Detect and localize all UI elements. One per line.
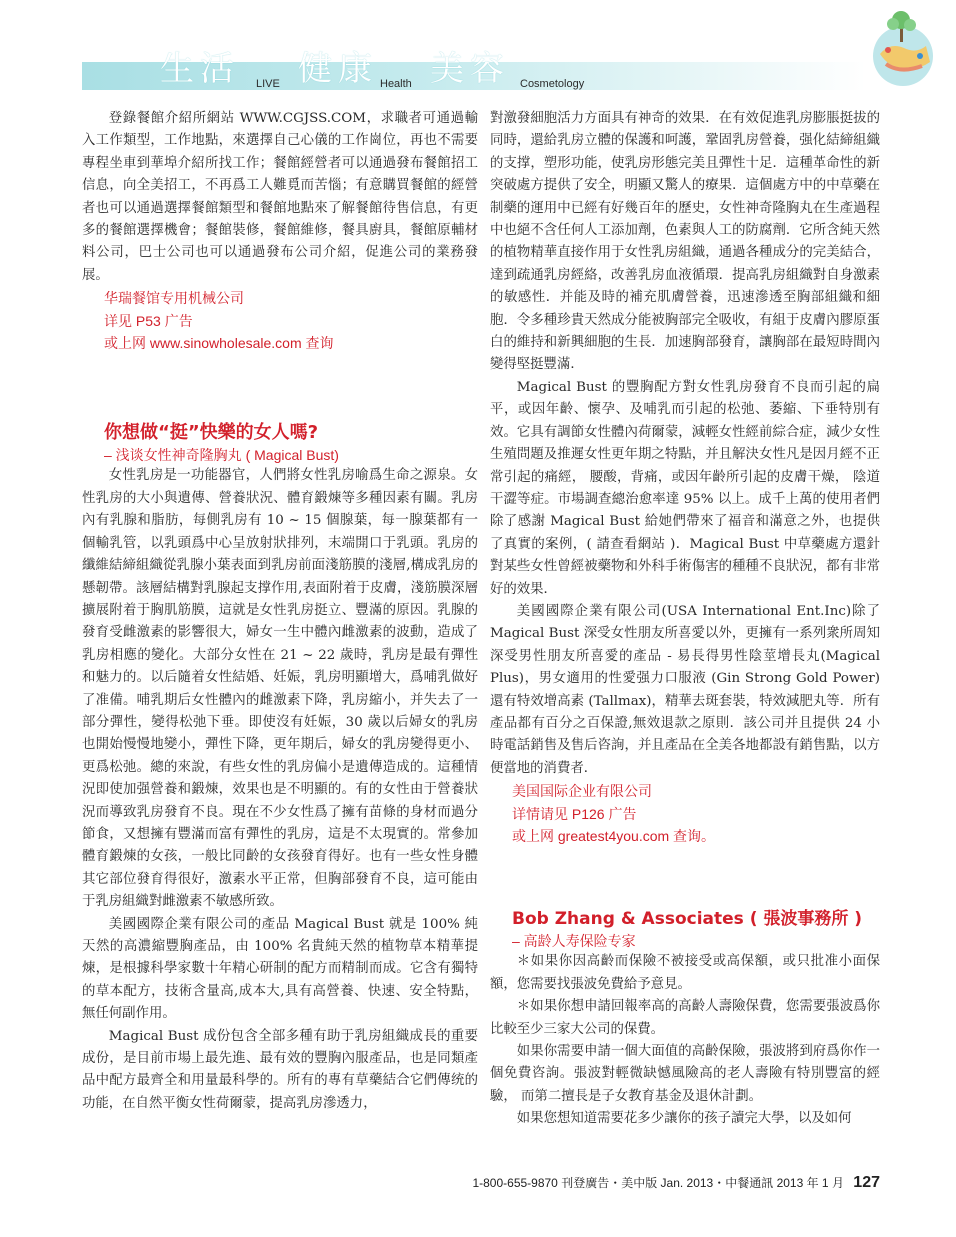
insurance-paragraph: 如果你需要申請一個大面值的高齡保險，張波將到府爲你作一個免費咨詢。張波對輕微缺憾風險高的老人壽險有特別豐富的經驗， 而第二擅長是子女教育基金及退休計劃。 <box>490 1044 880 1104</box>
section-title-life: 生活 <box>160 49 240 89</box>
article-paragraph: Magical Bust 成份包含全部多種有助于乳房組織成長的重要成份，是目前市場上最先進、最有效的豐胸內服產品，也是同類產品中配方最齊全和用量最科學的。所有的專有草藥結合它們傳统的功能，在自然平衡女性荷爾蒙，提高乳房滲透力， <box>82 1028 478 1111</box>
insurance-headline: Bob Zhang & Associates ( 張波事務所 ) <box>512 909 863 930</box>
article-paragraph: 美國國際企業有限公司(USA International Ent.Inc)除了 Magical Bust 深受女性朋友所喜愛以外，更擁有一系列衆所周知深受男性朋友所喜愛的產品 - 易長得男性陰莖增長丸(Magical Plus)，男女適用的性愛强力口服液 (Gin Strong Gold Power) 還有特效增高素 (Tallmax)，精華去斑套裝，特效減肥丸等．所有產品都有百分之百保證,無效退款之原則．該公司并且提供 24 小時電話銷售及售后咨詢，并且產品在全美各地都設有銷售點，以方便當地的消費者． <box>490 603 880 776</box>
insurance-paragraph: ＊如果你想申請回報率高的高齡人壽險保費，您需要張波爲你比較至少三家大公司的保費。 <box>490 999 880 1037</box>
restaurant-intro-paragraph: 登錄餐館介紹所網站 WWW.CGJSS.COM，求職者可通過輸入工作類型，工作地點，來選擇自己心儀的工作崗位，再也不需要專程坐車到華埠介紹所找工作；餐館經營者可以通過發布餐館招工信息，向全美招工，不再爲工人難覓而苦惱；有意購買餐館的經營者也可以通過選擇餐館類型和餐館地點來了解餐館待售信息，有更多的餐館選擇機會；餐館裝修，餐館維修，餐具廚具，餐館原輔材料公司，巴士公司也可以通過發布公司介紹，促進公司的業務發展。 <box>82 111 478 283</box>
page-footer <box>400 1174 880 1192</box>
section-subtitle-cosmetology: Cosmetology <box>520 78 585 90</box>
insurance-paragraph: 如果您想知道需要花多少讓你的孩子讀完大學，以及如何 <box>516 1111 852 1127</box>
insurance-subheadline: – 高龄人寿保险专家 <box>512 933 636 950</box>
ad-page-ref: 详见 P53 广告 <box>104 312 193 329</box>
insurance-paragraph: ＊如果你因高齡而保險不被接受或高保額，或只批准小面保額，您需要找張波免費給予意見。 <box>490 954 880 992</box>
ad-page-ref: 详情请见 P126 广告 <box>512 805 637 822</box>
ad-website-link[interactable]: 或上网 greatest4you.com 查询。 <box>512 828 716 844</box>
section-title-health: 健康 <box>298 49 378 89</box>
article-paragraph: 美國國際企業有限公司的產品 Magical Bust 就是 100% 純天然的高濃縮豐胸產品，由 100% 名貴純天然的植物草本精華提煉，是根據科學家數十年精心研制的配方而精制而成。它含有獨特的草本配方，技術含量高,成本大,具有高營養、快速、安全特點，無任何副作用。 <box>82 916 478 1022</box>
footer-info: 1-800-655-9870 刊登廣告・美中版 Jan. 2013・中餐通訊 2013 年 1 月 <box>472 1176 844 1190</box>
section-subtitle-live: LIVE <box>256 78 280 90</box>
article-paragraph: 女性乳房是一功能器官，人們將女性乳房喻爲生命之源泉。女性乳房的大小與遺傳、營養狀況、體育鍛煉等多種因素有關。乳房內有乳腺和脂肪，每側乳房有 10 ~ 15 個腺葉，每一腺葉都有一個輸乳管，以乳頭爲中心呈放射狀排列，末端開口于乳頭。乳房的纖維結締組織從乳腺小葉表面到乳房前面淺筋膜的淺層,構成乳房的懸韌帶。該層結構對乳腺起支撑作用,表面附着于皮膚，淺筋膜深層擴展附着于胸肌筋膜，這就是女性乳房挺立、豐滿的原因。乳腺的發育受雌激素的影響很大，婦女一生中體內雌激素的波動，造成了乳房相應的變化。大部分女性在 21 ~ 22 歲時，乳房是最有彈性和魅力的。以后隨着女性結婚、妊娠，乳房明顯增大，爲哺乳做好了准備。哺乳期后女性體內的雌激素下降，乳房縮小，并失去了一部分彈性，變得松弛下垂。即使沒有妊娠，30 歲以后婦女的乳房也開始慢慢地變小，彈性下降，更年期后，婦女的乳房變得更小、更爲松弛。總的來說，有些女性的乳房偏小是遺傳造成的。這種情況即使加强營養和鍛煉，效果也是不明顯的。有的女性由于營養狀況而導致乳房發育不良。現在不少女性爲了擁有苗條的身材而過分節食，又想擁有豐滿而富有彈性的乳房，這是不太現實的。常參加體育鍛煉的女孩，一般比同齡的女孩發育得好。也有一些女性身體其它部位發育得很好，激素水平正常，但胸部發育不良，這可能由于乳房組織對雌激素不敏感所致。 <box>82 468 478 910</box>
article-subheadline: – 浅谈女性神奇隆胸丸 ( Magical Bust) <box>104 447 339 464</box>
page-number: 127 <box>853 1174 880 1191</box>
ad-company-name: 华瑞餐馆专用机械公司 <box>104 290 244 307</box>
left-column <box>82 108 478 1115</box>
section-subtitle-health: Health <box>380 78 412 90</box>
ad-website-link[interactable]: 或上网 www.sinowholesale.com 查询 <box>104 335 334 352</box>
article-paragraph: 對激發細胞活力方面具有神奇的效果．在有效促進乳房膨脹挺拔的同時，還給乳房立體的保護和呵護，鞏固乳房營養，强化結締組織的支撑，塑形功能，使乳房形態完美且彈性十足．這種革命性的新突破處方提供了安全，明顯又驚人的療果．這個處方中的中草藥在制藥的運用中已經有好幾百年的歷史，女性神奇隆胸丸在生產過程中也絕不含任何人工添加劑，色素與人工的防腐劑．它所含純天然的植物精華直接作用于女性乳房組織，通過各種成分的完美結合，達到疏通乳房經絡，改善乳房血液循環．提高乳房組織對自身激素的敏感性．并能及時的補充肌膚營養，迅速滲透至胸部組織和細胞．令多種珍貴天然成分能被胸部完全吸收，有組于皮膚內膠原蛋白的維持和新興細胞的生長．加速胸部發育，讓胸部在最短時間內變得堅挺豐滿． <box>490 111 880 373</box>
article-paragraph: Magical Bust 的豐胸配方對女性乳房發育不良而引起的扁平，或因年齡、懷孕、及哺乳而引起的松弛、萎縮、下垂特別有效。它具有調節女性體內荷爾蒙，減輕女性經前綜合症，減少女性生殖問題及推遲女性更年期之特點，并且解決女性凡是因月經不正常引起的痛經， 腰酸，背痛，或因年齡所引起的皮膚干燥， 陰道干澀等症。市場調查總治愈率達 95% 以上。成千上萬的使用者們除了感謝 Magical Bust 給她們帶來了福音和滿意之外，也提供了真實的案例，( 請查看網站 )．Magical Bust 中草藥處方還針對某些女性曾經被藥物和外科手術傷害的種種不良狀況，都有非常好的效果． <box>490 379 880 597</box>
section-title-beauty: 美容 <box>430 49 510 89</box>
right-column <box>490 108 880 1131</box>
article-headline: 你想做“挺”快樂的女人嗎? <box>104 422 319 444</box>
globe-logo-icon <box>860 6 946 92</box>
ad-company-name: 美国国际企业有限公司 <box>512 783 652 800</box>
